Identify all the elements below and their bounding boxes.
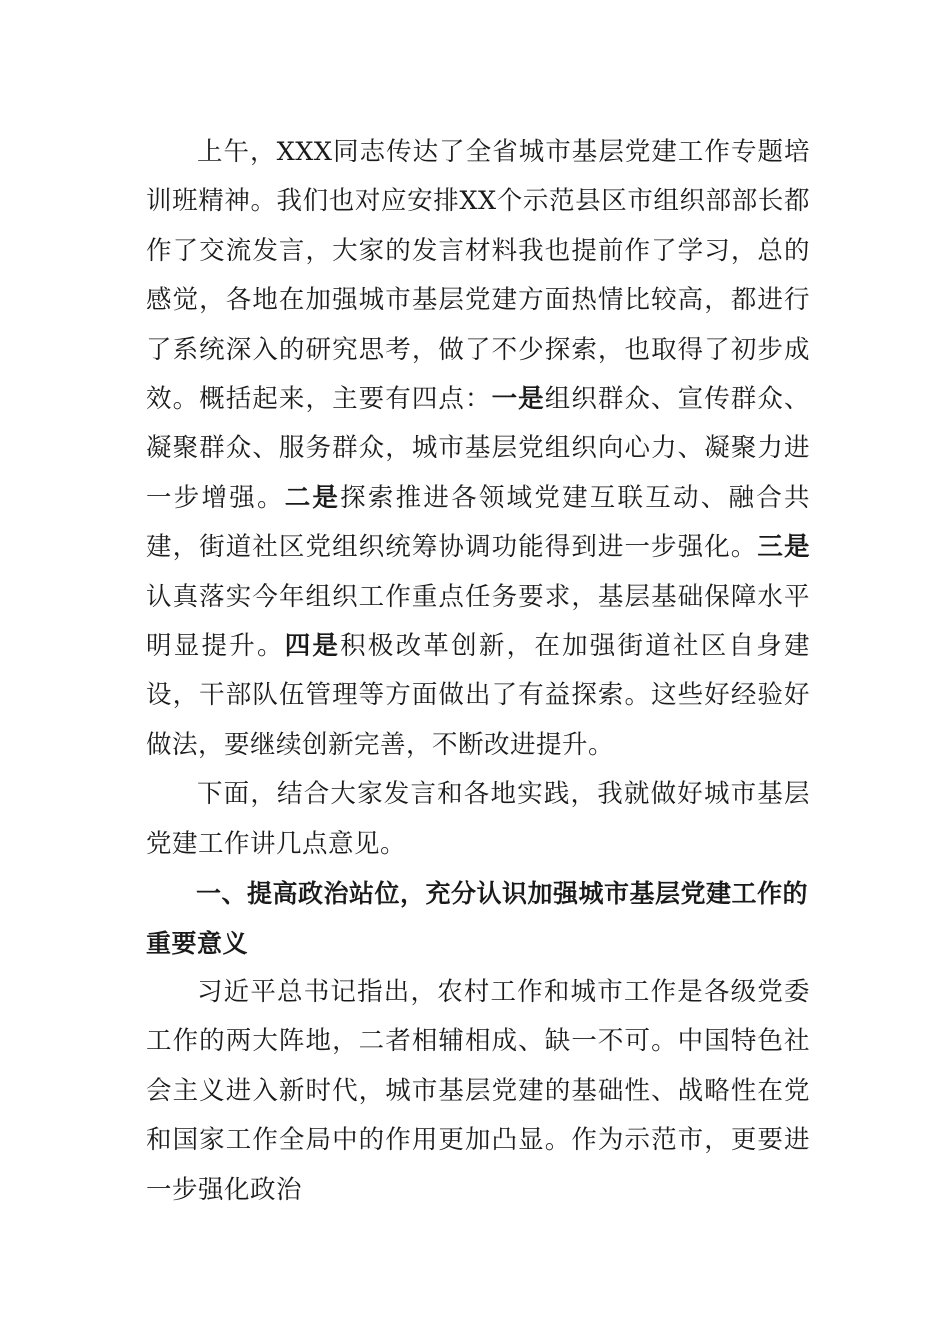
- point-4-text: 积极改革创新，在加强街道社区自身建设，干部队伍管理等方面做出了有益探索。这些好经验好做法，要继续创新完善，不断改进提升。: [146, 631, 810, 760]
- section-heading-1: 一、提高政治站位，充分认识加强城市基层党建工作的重要意义: [146, 879, 809, 958]
- point-3-label: 三是: [757, 532, 810, 563]
- summary-intro-text: 上午，XXX同志传达了全省城市基层党建工作专题培训班精神。我们也对应安排XX个示范县区市组织部部长都作了交流发言，大家的发言材料我也提前作了学习，总的感觉，各地在加强城市基层党建方面热情比较高，都进行了系统深入的研究思考，做了不少探索，也取得了初步成效。概括起来，主要有四点：: [146, 137, 810, 415]
- point-1-label: 一是: [491, 384, 545, 415]
- paragraph-summary: [146, 128, 810, 770]
- point-2-text: 探索推进各领域党建互联互动、融合共建，街道社区党组织统筹协调功能得到进一步强化。: [146, 482, 810, 563]
- point-1-text: 组织群众、宣传群众、凝聚群众、服务群众，城市基层党组织向心力、凝聚力进一步增强。: [146, 384, 810, 513]
- point-4-label: 四是: [284, 631, 341, 662]
- paragraph-transition: 下面，结合大家发言和各地实践，我就做好城市基层党建工作讲几点意见。: [146, 779, 810, 859]
- point-3-text: 认真落实今年组织工作重点任务要求，基层基础保障水平明显提升。: [146, 581, 810, 662]
- document-body: [146, 128, 810, 1215]
- point-2-label: 二是: [284, 482, 341, 513]
- paragraph-section-1-body: 习近平总书记指出，农村工作和城市工作是各级党委工作的两大阵地，二者相辅相成、缺一不可。中国特色社会主义进入新时代，城市基层党建的基础性、战略性在党和国家工作全局中的作用更加凸显。作为示范市，更要进一步强化政治: [146, 976, 810, 1205]
